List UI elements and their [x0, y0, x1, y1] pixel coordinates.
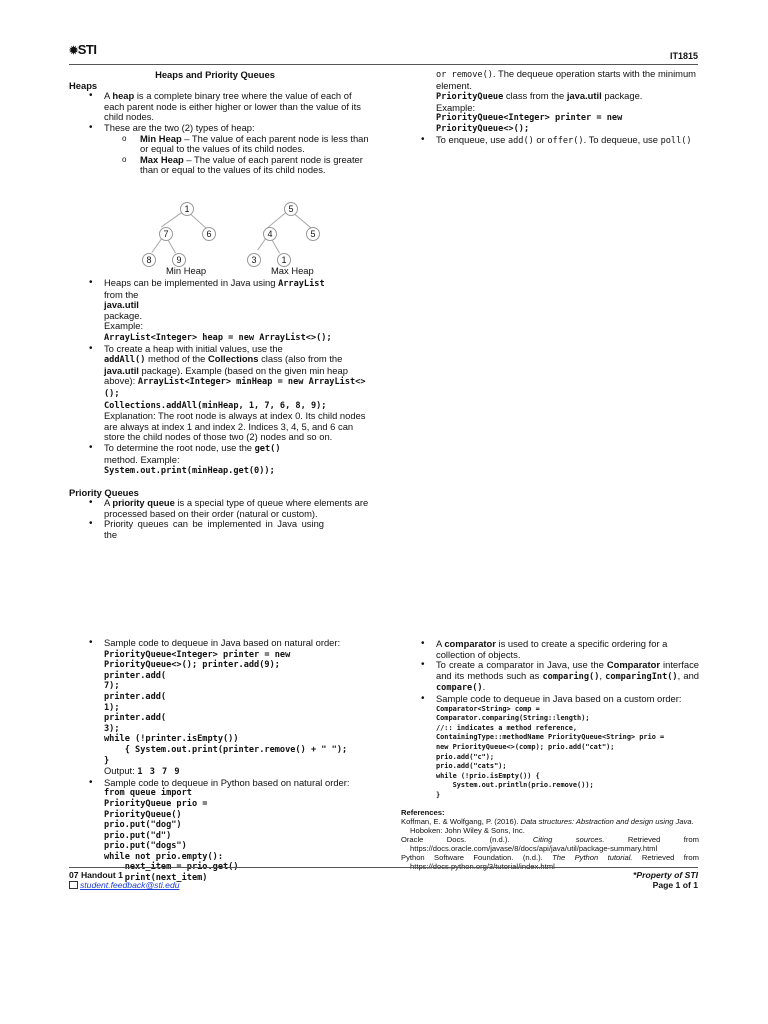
max-heap-item: o Max Heap – The value of each parent node is greater than or equal to the values of its child nodes.: [69, 155, 369, 176]
header-rule: [69, 64, 698, 65]
max-heap-node: 1: [277, 253, 291, 267]
comparator-code-line: System.out.println(prio.remove());: [436, 781, 594, 790]
java-code-line: PriorityQueue<>(); printer.add(9);: [104, 660, 280, 671]
max-heap-node: 5: [284, 202, 298, 216]
left-column: [69, 70, 369, 176]
heap-definition: • A heap is a complete binary tree where the value of each of each parent node is either higher or lower than the value of its child nodes.: [69, 91, 369, 123]
envelope-icon: [69, 881, 78, 889]
heap-types: • These are the two (2) types of heap:: [69, 123, 369, 134]
min-heap-node: 1: [180, 202, 194, 216]
custom-order-item: • Sample code to dequeue in Java based on a custom order: Comparator<String> comp = Comparator.comparing(String::length); //:: indicates a method reference, ContainingType::methodName PriorityQueue<String> prio = new PriorityQueue<>(comp); prio.add("cat"); prio.add("c"); prio.add("cats"); while (!prio.isEmpty()) { System.out.println(prio.remove()); }: [401, 694, 699, 801]
python-dequeue-item: • Sample code to dequeue in Python based on natural order: from queue import PriorityQueue prio = PriorityQueue() prio.put("dog") prio.put("d") prio.put("dogs") while not prio.empty(): print(next_item): [69, 778, 369, 884]
reference-item-cont: Hoboken: John Wiley & Sons, Inc.: [410, 826, 525, 835]
min-heap-label: Min Heap: [166, 265, 207, 276]
custom-order-code: [436, 705, 699, 801]
pq-class-text: PriorityQueue class from the java.util package.: [436, 90, 643, 103]
comparator-code-line: while (!prio.isEmpty()) {: [436, 771, 540, 780]
python-code-line: from queue import: [104, 788, 192, 799]
python-code-line: print(next_item): [104, 873, 208, 884]
java-code-line: 1);: [104, 702, 120, 713]
min-heap-node: 9: [172, 253, 186, 267]
remove-text: or remove(). The dequeue operation starts with the minimum element.: [436, 68, 696, 91]
comparator-code-line: prio.add("c");: [436, 752, 495, 761]
sti-logo-icon: ✹: [69, 45, 78, 57]
java-dequeue-item: • Sample code to dequeue in Java based on natural order: PriorityQueue<Integer> printer = new PriorityQueue<>(); printer.add(9); printer.add( 7); printer.add( 1); printer.add( 3); while (!printer.isEmpty()) { System.out.print(printer.remove() + " "); } Output: 1 3 7 9: [69, 638, 369, 778]
java-code-line: 7);: [104, 681, 120, 692]
comparator-create-item: • To create a comparator in Java, use the Comparator interface and its methods such as comparing(), comparingInt(), and compare().: [401, 660, 699, 694]
reference-item: Python Software Foundation. (n.d.). The Python tutorial. Retrieved from: [401, 853, 699, 862]
pq-example-label: Example:: [436, 101, 476, 113]
pq-java-item: • Priority queues can be implemented in Java using the: [69, 519, 324, 540]
addall-item: • To create a heap with initial values, use the addAll() method of the Collections class (also from the java.util package). Example (based on the given min heap above): ArrayList<Integer> minHeap = new ArrayList<>(); Collections.addAll(minHeap, 1, 7, 6, 8, 9); Explanation: The root node is always at index 0. Its child nodes are always at index 1 and index 2. Indices 3, 4, 5, and 6 can store the child nodes of those two (2) nodes and so on.: [69, 344, 369, 443]
java-code-line: printer.add(: [104, 691, 167, 702]
enqueue-item: • To enqueue, use add() or offer(). To dequeue, use poll(): [401, 135, 699, 147]
java-code-line: while (!printer.isEmpty()): [104, 734, 239, 745]
page-number: Page 1 of 1: [652, 880, 698, 890]
bottom-right-column: [401, 639, 699, 801]
min-heap-node: 6: [202, 227, 216, 241]
max-heap-node: 5: [306, 227, 320, 241]
comparator-code-line: //:: indicates a method reference,: [436, 723, 578, 732]
references-heading: References:: [401, 808, 445, 817]
sti-logo: ✹STI: [69, 42, 97, 57]
comparator-definition: • A comparator is used to create a specific ordering for a collection of objects.: [401, 639, 699, 660]
comparator-code-line: }: [436, 790, 441, 799]
comparator-code-line: Comparator<String> comp =: [436, 704, 540, 713]
bottom-left-column: [69, 638, 369, 884]
java-code-line: { System.out.print(printer.remove() + " ");: [104, 744, 348, 755]
max-heap-label: Max Heap: [271, 265, 314, 276]
footer-rule: [69, 867, 698, 868]
pq-definition: • A priority queue is a special type of queue where elements are processed based on their order (natural or custom).: [69, 498, 369, 519]
python-code-line: prio.put("dog"): [104, 820, 182, 831]
reference-item: Koffman, E. & Wolfgang, P. (2016). Data structures: Abstraction and design using Java.: [401, 817, 694, 826]
python-code-line: prio.put("dogs"): [104, 841, 187, 852]
pq-heading: Priority Queues: [69, 486, 139, 498]
python-code-line: prio.put("d"): [104, 830, 172, 841]
course-code: IT1815: [669, 51, 698, 61]
min-heap-node: 7: [159, 227, 173, 241]
get-item: • To determine the root node, use the get() method. Example: System.out.print(minHeap.get(0));: [69, 443, 369, 477]
python-code-line: PriorityQueue(): [104, 809, 182, 820]
handout-label: 07 Handout 1: [69, 870, 123, 880]
heaps-heading: Heaps: [69, 79, 98, 91]
max-heap-node: 3: [247, 253, 261, 267]
feedback-email[interactable]: [69, 880, 180, 891]
left-column-cont: [69, 278, 369, 541]
pq-example-code: PriorityQueue<Integer> printer = new PriorityQueue<>();: [436, 113, 623, 134]
java-code-line: printer.add(: [104, 670, 167, 681]
java-code-line: 3);: [104, 723, 120, 734]
min-heap-node: 8: [142, 253, 156, 267]
java-code-line: }: [104, 755, 110, 766]
java-code-line: printer.add(: [104, 713, 167, 724]
references: [401, 808, 699, 871]
page-title: Heaps and Priority Queues: [155, 69, 275, 80]
python-code-line: PriorityQueue prio =: [104, 798, 208, 809]
comparator-code-line: ContainingType::methodName PriorityQueue<String> prio =: [436, 733, 665, 742]
comparator-code-line: Comparator.comparing(String::length);: [436, 714, 590, 723]
output-line: Output: 1 3 7 9: [104, 765, 180, 778]
python-code-line: while not prio.empty():: [104, 851, 223, 862]
arraylist-item: • Heaps can be implemented in Java using ArrayList from the java.util package. Example: ArrayList<Integer> heap = new ArrayList<>();: [69, 278, 369, 344]
property-label: *Property of STI: [633, 870, 698, 880]
min-heap-item: o Min Heap – The value of each parent node is less than or equal to the values of its child nodes.: [69, 134, 369, 155]
comparator-code-line: new PriorityQueue<>(comp); prio.add("cat");: [436, 742, 615, 751]
comparator-code-line: prio.add("cats");: [436, 762, 507, 771]
reference-item: Oracle Docs. (n.d.). Citing sources. Retrieved from https://docs.oracle.com/javase/8/docs/api/java/util/package-summary.html: [401, 835, 699, 853]
email-link[interactable]: student.feedback@sti.edu: [80, 880, 180, 890]
max-heap-node: 4: [263, 227, 277, 241]
right-column: [401, 69, 699, 146]
